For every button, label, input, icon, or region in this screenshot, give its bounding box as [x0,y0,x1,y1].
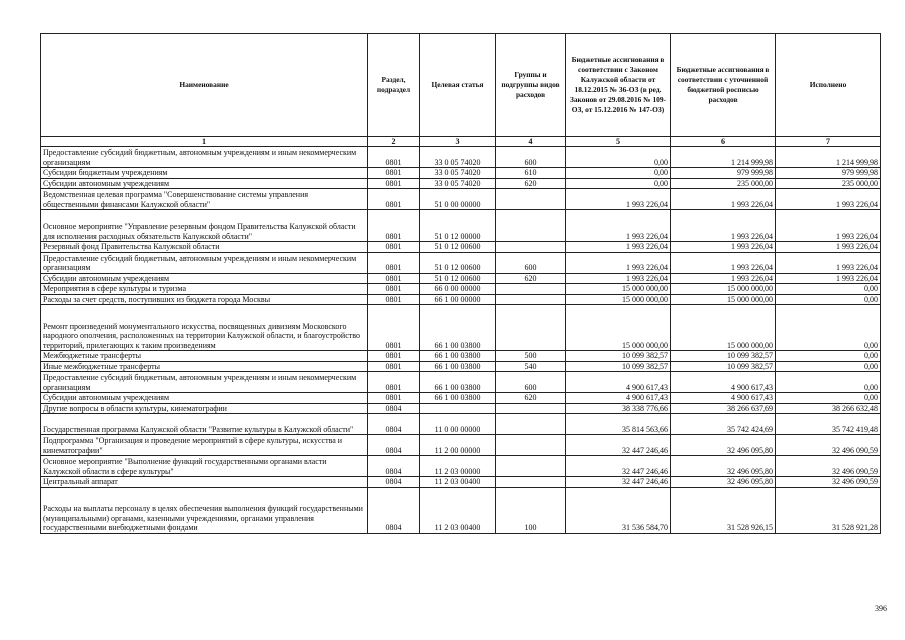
table-row [41,361,881,372]
cell-section: 0804 [368,487,420,533]
cell-group [496,284,566,295]
cell-name: Основное мероприятие "Управление резервным фондом Правительства Калужской области для исполнения расходных обязательств Калужской области" [41,210,368,242]
cell-name: Подпрограмма "Организация и проведение мероприятий в сфере культуры, искусства и кинематографии" [41,435,368,456]
cell-law: 10 099 382,57 [566,351,671,362]
cell-refined: 38 266 637,69 [671,403,776,414]
cell-refined: 32 496 095,80 [671,477,776,488]
cell-group [496,294,566,305]
cell-law: 0,00 [566,168,671,179]
cell-law: 15 000 000,00 [566,294,671,305]
cell-executed: 1 993 226,04 [776,189,881,210]
cell-section: 0801 [368,273,420,284]
table-row [41,435,881,456]
cell-group [496,189,566,210]
cell-section: 0801 [368,178,420,189]
cell-group: 600 [496,372,566,393]
cell-law: 1 993 226,04 [566,252,671,273]
cell-executed: 0,00 [776,361,881,372]
cell-refined: 15 000 000,00 [671,294,776,305]
cell-executed: 32 496 090,59 [776,435,881,456]
cell-section: 0804 [368,477,420,488]
cell-refined: 10 099 382,57 [671,361,776,372]
cell-law: 32 447 246,46 [566,477,671,488]
cell-name: Предоставление субсидий бюджетным, автономным учреждениям и иным некоммерческим организациям [41,147,368,168]
cell-law: 1 993 226,04 [566,189,671,210]
cell-section: 0804 [368,435,420,456]
cell-executed: 979 999,98 [776,168,881,179]
cell-target: 66 1 00 03800 [420,351,496,362]
cell-executed: 235 000,00 [776,178,881,189]
table-row [41,414,881,435]
cell-refined: 15 000 000,00 [671,305,776,351]
cell-law: 32 447 246,46 [566,435,671,456]
cell-name: Субсидии автономным учреждениям [41,393,368,404]
cell-law: 1 993 226,04 [566,210,671,242]
column-number: 7 [776,137,881,147]
cell-refined: 15 000 000,00 [671,284,776,295]
cell-target: 66 1 00 03800 [420,305,496,351]
cell-section: 0801 [368,252,420,273]
column-number-row [41,137,881,147]
cell-refined: 10 099 382,57 [671,351,776,362]
cell-name: Другие вопросы в области культуры, кинематографии [41,403,368,414]
cell-executed: 0,00 [776,393,881,404]
cell-name: Расходы за счет средств, поступивших из бюджета города Москвы [41,294,368,305]
cell-executed: 32 496 090,59 [776,456,881,477]
cell-executed: 1 214 999,98 [776,147,881,168]
header-row [41,34,881,137]
column-number: 1 [41,137,368,147]
cell-target: 33 0 05 74020 [420,168,496,179]
column-number: 5 [566,137,671,147]
cell-executed: 0,00 [776,294,881,305]
cell-law: 31 536 584,70 [566,487,671,533]
table-row [41,210,881,242]
cell-refined: 35 742 424,69 [671,414,776,435]
cell-name: Иные межбюджетные трансферты [41,361,368,372]
cell-target: 11 2 03 00400 [420,477,496,488]
cell-executed: 1 993 226,04 [776,242,881,253]
cell-refined: 4 900 617,43 [671,393,776,404]
cell-group [496,456,566,477]
column-number: 3 [420,137,496,147]
cell-group [496,403,566,414]
cell-group [496,414,566,435]
header-refined: Бюджетные ассигнования в соответствии с уточненной бюджетной росписью расходов [671,34,776,137]
cell-law: 0,00 [566,178,671,189]
cell-refined: 979 999,98 [671,168,776,179]
table-row [41,189,881,210]
cell-refined: 31 528 926,15 [671,487,776,533]
cell-name: Основное мероприятие "Выполнение функций государственными органами власти Калужской области в сфере культуры" [41,456,368,477]
cell-executed: 1 993 226,04 [776,252,881,273]
cell-executed: 1 993 226,04 [776,210,881,242]
cell-refined: 32 496 095,80 [671,456,776,477]
cell-group [496,242,566,253]
cell-target: 11 2 00 00000 [420,435,496,456]
cell-section: 0801 [368,305,420,351]
table-row [41,284,881,295]
cell-section: 0801 [368,393,420,404]
cell-name: Субсидии бюджетным учреждениям [41,168,368,179]
cell-group: 600 [496,147,566,168]
cell-law: 32 447 246,46 [566,456,671,477]
cell-law: 1 993 226,04 [566,273,671,284]
cell-executed: 1 993 226,04 [776,273,881,284]
cell-group: 500 [496,351,566,362]
table-row [41,294,881,305]
cell-group: 610 [496,168,566,179]
cell-group: 540 [496,361,566,372]
table-row [41,252,881,273]
column-number: 2 [368,137,420,147]
cell-refined: 1 214 999,98 [671,147,776,168]
cell-target: 51 0 12 00600 [420,273,496,284]
table-row [41,403,881,414]
cell-group: 600 [496,252,566,273]
cell-section: 0801 [368,284,420,295]
table-row [41,273,881,284]
cell-refined: 1 993 226,04 [671,189,776,210]
cell-target: 51 0 00 00000 [420,189,496,210]
cell-section: 0801 [368,361,420,372]
table-row [41,477,881,488]
cell-group [496,210,566,242]
header-section: Раздел, подраздел [368,34,420,137]
cell-executed: 0,00 [776,305,881,351]
cell-target: 51 0 12 00600 [420,252,496,273]
page-number: 396 [875,604,887,613]
table-row [41,372,881,393]
cell-group [496,305,566,351]
table-row [41,456,881,477]
cell-target: 66 0 00 00000 [420,284,496,295]
cell-section: 0801 [368,294,420,305]
cell-law: 4 900 617,43 [566,372,671,393]
table-row [41,393,881,404]
cell-refined: 235 000,00 [671,178,776,189]
header-name: Наименование [41,34,368,137]
cell-law: 1 993 226,04 [566,242,671,253]
table-row [41,305,881,351]
cell-refined: 1 993 226,04 [671,210,776,242]
cell-group: 620 [496,178,566,189]
cell-section: 0801 [368,351,420,362]
cell-section: 0801 [368,168,420,179]
cell-refined: 1 993 226,04 [671,242,776,253]
cell-name: Государственная программа Калужской области "Развитие культуры в Калужской области" [41,414,368,435]
cell-executed: 0,00 [776,284,881,295]
cell-name: Резервный фонд Правительства Калужской области [41,242,368,253]
cell-target: 33 0 05 74020 [420,178,496,189]
cell-refined: 32 496 095,80 [671,435,776,456]
cell-name: Предоставление субсидий бюджетным, автономным учреждениям и иным некоммерческим организациям [41,372,368,393]
cell-executed: 38 266 632,48 [776,403,881,414]
cell-name: Межбюджетные трансферты [41,351,368,362]
cell-executed: 0,00 [776,372,881,393]
cell-target: 33 0 05 74020 [420,147,496,168]
cell-law: 35 814 563,66 [566,414,671,435]
cell-group [496,477,566,488]
cell-section: 0804 [368,403,420,414]
cell-executed: 32 496 090,59 [776,477,881,488]
column-number: 4 [496,137,566,147]
budget-table [40,33,881,534]
cell-name: Субсидии автономным учреждениям [41,273,368,284]
cell-group: 620 [496,273,566,284]
cell-name: Ведомственная целевая программа "Совершенствование системы управления общественными финансами Калужской области" [41,189,368,210]
cell-executed: 35 742 419,48 [776,414,881,435]
cell-target: 11 0 00 00000 [420,414,496,435]
cell-section: 0804 [368,414,420,435]
cell-name: Расходы на выплаты персоналу в целях обеспечения выполнения функций государственными (муниципальными) органами, казенными учреждениями, органами управления государственными внебюджетными фондами [41,487,368,533]
cell-target: 66 1 00 03800 [420,372,496,393]
cell-target: 51 0 12 00000 [420,210,496,242]
header-target: Целевая статья [420,34,496,137]
cell-executed: 31 528 921,28 [776,487,881,533]
cell-refined: 4 900 617,43 [671,372,776,393]
table-row [41,147,881,168]
table-row [41,351,881,362]
cell-law: 15 000 000,00 [566,305,671,351]
cell-law: 4 900 617,43 [566,393,671,404]
cell-section: 0801 [368,210,420,242]
cell-section: 0801 [368,147,420,168]
cell-group [496,435,566,456]
cell-refined: 1 993 226,04 [671,273,776,284]
cell-section: 0801 [368,372,420,393]
table-row [41,168,881,179]
cell-name: Субсидии автономным учреждениям [41,178,368,189]
cell-target: 66 1 00 03800 [420,361,496,372]
header-law: Бюджетные ассигнования в соответствии с Законом Калужской области от 18.12.2015 № 36-ОЗ (в ред. Законов от 29.08.2016 № 109-ОЗ, от 15.12.2016 № 147-ОЗ) [566,34,671,137]
cell-target [420,403,496,414]
cell-name: Ремонт произведений монументального искусства, посвященных дивизиям Московского народного ополчения, расположенных на территории Калужской области, и благоустройство территорий, прилегающих к таким произведениям [41,305,368,351]
cell-target: 11 2 03 00000 [420,456,496,477]
table-row [41,178,881,189]
cell-target: 51 0 12 00600 [420,242,496,253]
cell-law: 38 338 776,66 [566,403,671,414]
header-group: Группы и подгруппы видов расходов [496,34,566,137]
header-executed: Исполнено [776,34,881,137]
cell-law: 15 000 000,00 [566,284,671,295]
cell-refined: 1 993 226,04 [671,252,776,273]
cell-group: 100 [496,487,566,533]
cell-section: 0804 [368,456,420,477]
table-row [41,487,881,533]
cell-name: Предоставление субсидий бюджетным, автономным учреждениям и иным некоммерческим организациям [41,252,368,273]
cell-name: Мероприятия в сфере культуры и туризма [41,284,368,295]
cell-section: 0801 [368,242,420,253]
column-number: 6 [671,137,776,147]
table-body [41,147,881,534]
cell-target: 66 1 00 00000 [420,294,496,305]
cell-section: 0801 [368,189,420,210]
cell-name: Центральный аппарат [41,477,368,488]
table-row [41,242,881,253]
cell-group: 620 [496,393,566,404]
cell-law: 10 099 382,57 [566,361,671,372]
cell-executed: 0,00 [776,351,881,362]
cell-target: 66 1 00 03800 [420,393,496,404]
cell-target: 11 2 03 00400 [420,487,496,533]
cell-law: 0,00 [566,147,671,168]
